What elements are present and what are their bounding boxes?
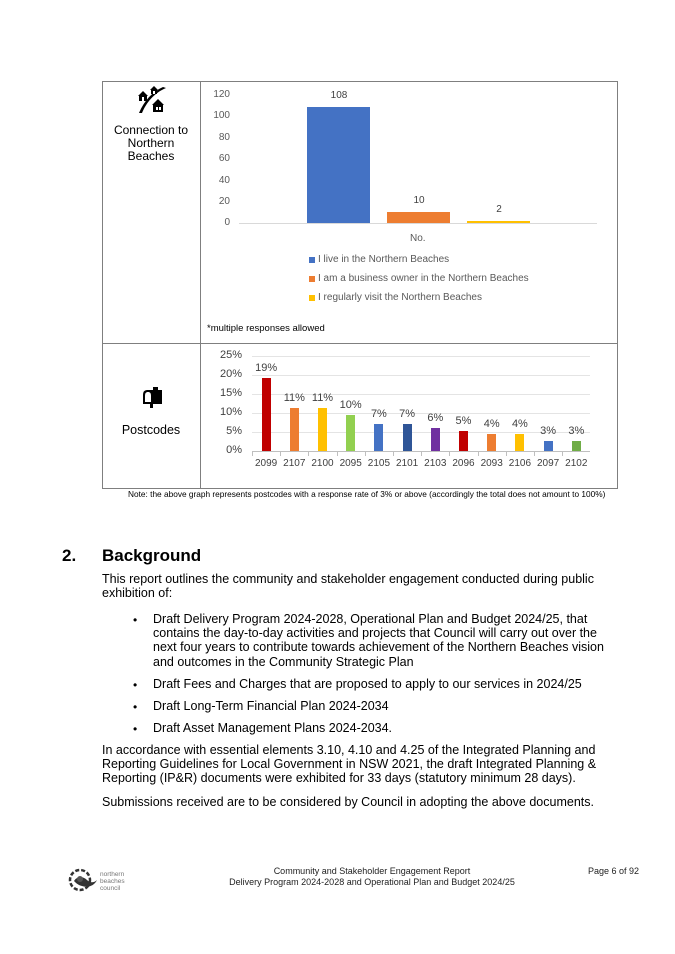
ipr-paragraph [102, 743, 596, 786]
x-category-label: 2095 [339, 458, 362, 469]
legend-swatch [309, 257, 315, 263]
legend-item-business [309, 273, 529, 284]
axis-tick [393, 451, 394, 456]
bar-value-label: 11% [283, 392, 305, 404]
x-category-label: 2101 [395, 458, 419, 469]
bullet-text: Draft Asset Management Plans 2024-2034. [153, 721, 393, 735]
x-category-label: 2099 [254, 458, 278, 469]
postcode-bar [431, 428, 440, 451]
y-tick: 100 [213, 110, 230, 121]
axis-tick [506, 451, 507, 456]
bar-value-label: 4% [483, 418, 500, 430]
x-category-label: 2107 [283, 458, 306, 469]
bar-value-label: 11% [311, 392, 334, 404]
bullet-glyph: • [133, 722, 138, 736]
logo-line: beaches [100, 878, 125, 885]
logo-line: northern [100, 871, 125, 878]
x-axis [239, 223, 597, 224]
axis-tick [252, 451, 253, 456]
text-line: next four years to contribute towards achievement of the Northern Beaches vision [153, 640, 604, 655]
x-category-label: 2103 [424, 458, 447, 469]
text-line: In accordance with essential elements 3.10, 4.10 and 4.25 of the Integrated Planning and [102, 743, 596, 757]
y-tick: 120 [213, 89, 230, 100]
bar-value-label: 3% [540, 425, 557, 437]
section-title: Background [102, 546, 202, 565]
gridline [252, 375, 590, 376]
footer-title [192, 866, 552, 888]
text-line: Reporting Guidelines for Local Government in NSW 2021, the draft Integrated Planning & [102, 757, 597, 772]
axis-tick [562, 451, 563, 456]
postcode-bar [544, 441, 553, 451]
text-line: Draft Delivery Program 2024-2028, Operational Plan and Budget 2024/25, that [153, 612, 588, 626]
logo-line: council [100, 885, 121, 892]
legend-swatch [309, 295, 315, 301]
row-label-connection [102, 124, 200, 163]
gridline [252, 356, 590, 357]
x-category-label: 2102 [565, 458, 588, 469]
postcode-bar [572, 441, 581, 451]
postcode-bar [262, 378, 271, 451]
bullet-glyph: • [133, 678, 138, 692]
axis-tick [337, 451, 338, 456]
axis-tick [365, 451, 366, 456]
x-category-label: No. [410, 233, 426, 244]
axis-tick [308, 451, 309, 456]
legend-label: I regularly visit the Northern Beaches [318, 292, 482, 303]
y-tick: 0 [224, 217, 230, 228]
text-line: and outcomes in the Community Strategic Plan [153, 654, 414, 669]
bar-value-label: 2 [496, 204, 502, 215]
intro-paragraph [102, 572, 594, 600]
y-tick: 60 [218, 153, 230, 164]
postcode-bar [515, 434, 524, 451]
submissions-paragraph: Submissions received are to be considered by Council in adopting the above documents. [102, 795, 594, 809]
table-column-divider [200, 81, 201, 488]
y-tick: 20 [218, 196, 230, 207]
axis-tick [280, 451, 281, 456]
y-tick: 10% [219, 406, 242, 418]
mailbox-icon [140, 387, 164, 409]
y-tick: 15% [219, 387, 242, 399]
y-tick: 20% [219, 368, 242, 380]
bar-value-label: 7% [370, 408, 387, 420]
bar-value-label: 5% [455, 415, 472, 427]
postcode-bar [290, 408, 299, 451]
y-tick: 80 [218, 132, 230, 143]
legend-label: I live in the Northern Beaches [318, 254, 450, 265]
x-category-label: 2100 [311, 458, 334, 469]
bar-value-label: 4% [511, 418, 528, 430]
multiple-responses-note: *multiple responses allowed [207, 323, 325, 334]
bar-value-label: 10% [339, 399, 362, 411]
axis-tick [534, 451, 535, 456]
bar-live [307, 107, 370, 223]
x-category-label: 2105 [367, 458, 391, 469]
bar-value-label: 108 [330, 90, 348, 101]
x-category-label: 2096 [452, 458, 475, 469]
axis-tick [421, 451, 422, 456]
y-tick: 0% [226, 444, 242, 456]
council-logo-icon [68, 867, 98, 893]
bar-business [387, 212, 450, 223]
postcode-bar [459, 431, 468, 451]
bar-value-label: 10 [413, 195, 425, 206]
postcode-bar [403, 424, 412, 451]
bullet-glyph: • [133, 613, 138, 627]
bar-visit [467, 221, 530, 223]
y-tick: 25% [219, 349, 242, 361]
postcode-graph-note: Note: the above graph represents postcodes with a response rate of 3% or above (accordingly the total does not amount to 100%) [128, 489, 606, 499]
bar-value-label: 7% [399, 408, 416, 420]
row-label-line: Northern [127, 136, 175, 150]
x-category-label: 2097 [536, 458, 560, 469]
axis-tick [449, 451, 450, 456]
text-line: contains the day-to-day activities and projects that Council will carry out over the [153, 626, 597, 641]
footer-title-line: Delivery Program 2024-2028 and Operational Plan and Budget 2024/25 [229, 877, 515, 887]
axis-tick [478, 451, 479, 456]
bar-value-label: 19% [255, 362, 278, 374]
bar-value-label: 3% [568, 425, 585, 437]
legend-swatch [309, 276, 315, 282]
text-line: This report outlines the community and stakeholder engagement conducted during public [102, 572, 594, 586]
x-category-label: 2093 [480, 458, 503, 469]
postcode-bar [487, 434, 496, 451]
row-label-line: Connection to [113, 123, 189, 137]
postcode-bar [318, 408, 327, 451]
table-row-divider [102, 343, 617, 344]
footer-title-line: Community and Stakeholder Engagement Report [273, 866, 471, 876]
bar-value-label: 6% [427, 412, 444, 424]
bullet-glyph: • [133, 700, 138, 714]
y-tick: 5% [226, 425, 242, 437]
legend-item-visit [309, 292, 482, 303]
bullet-text [153, 612, 604, 669]
houses-road-icon [136, 85, 168, 113]
bullet-text: Draft Fees and Charges that are proposed to apply to our services in 2024/25 [153, 677, 582, 691]
x-category-label: 2106 [508, 458, 532, 469]
text-line: exhibition of: [102, 586, 173, 601]
bullet-text: Draft Long-Term Financial Plan 2024-2034 [153, 699, 389, 713]
section-number: 2. [62, 546, 77, 565]
postcode-bar [374, 424, 383, 451]
legend-item-live [309, 254, 449, 265]
legend-label: I am a business owner in the Northern Beaches [318, 273, 529, 284]
y-tick: 40 [218, 175, 230, 186]
postcode-bar [346, 415, 355, 451]
row-label-postcodes: Postcodes [121, 423, 181, 437]
council-logo-text [100, 871, 125, 892]
row-label-line: Beaches [127, 149, 175, 163]
text-line: Reporting (IP&R) documents were exhibited for 33 days (statutory minimum 28 days). [102, 771, 576, 786]
page-number: Page 6 of 92 [588, 866, 640, 876]
